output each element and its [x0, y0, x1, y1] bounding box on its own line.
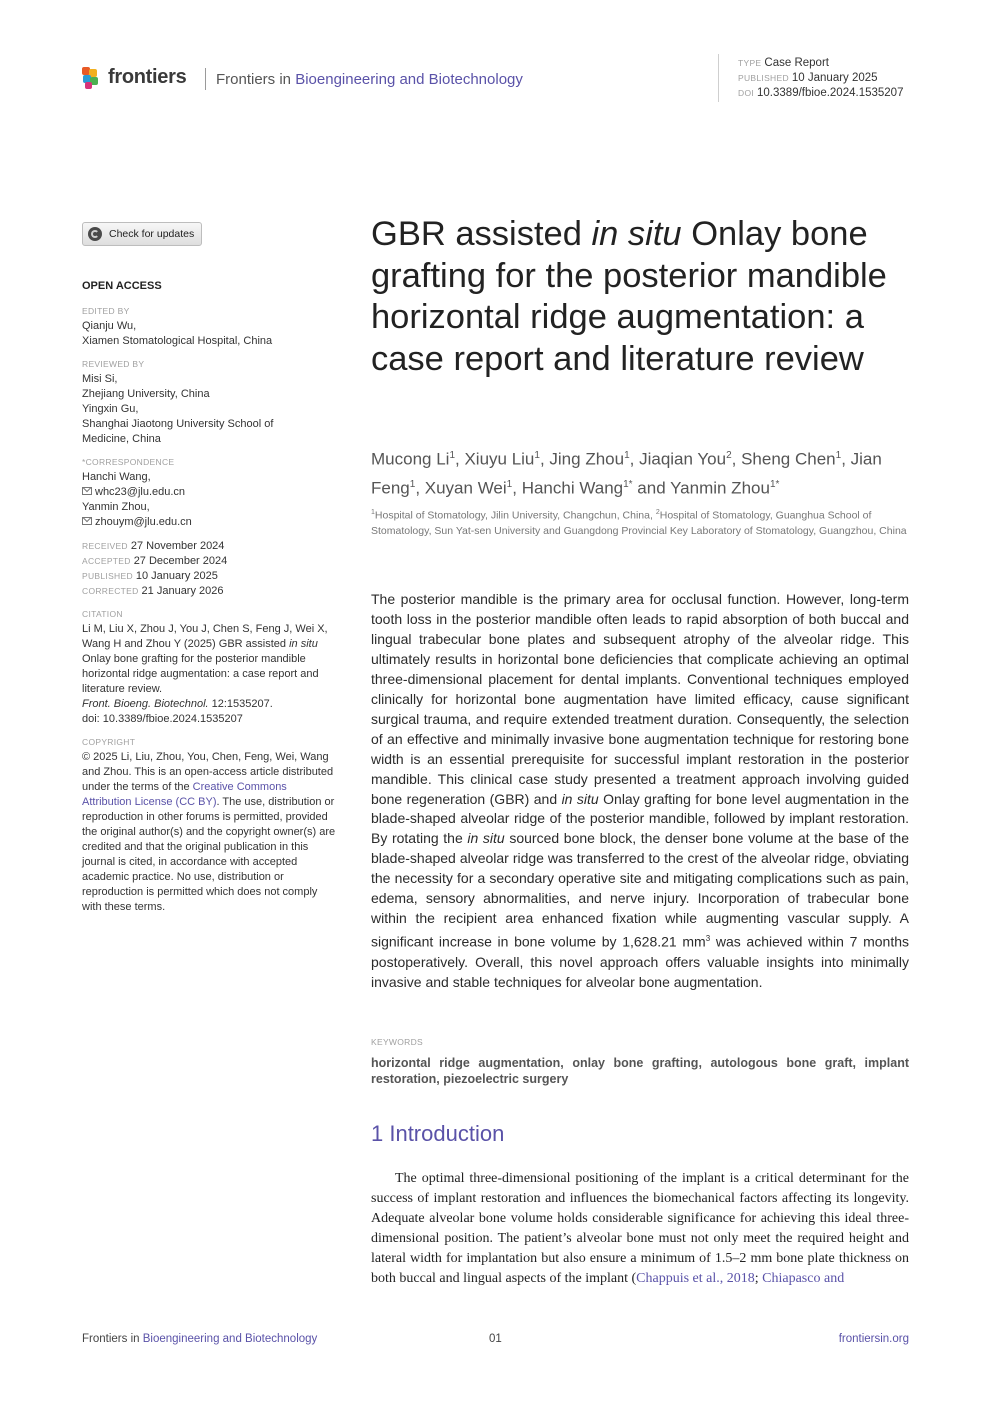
correspondent-2-name: Yanmin Zhou, [82, 501, 150, 513]
reviewer-1-name: Misi Si, [82, 373, 118, 385]
citation-post: Onlay bone grafting for the posterior mandible horizontal ridge augmentation: a case report and literature review. [82, 653, 319, 695]
title-italic: in situ [591, 215, 682, 253]
published-date: 10 January 2025 [135, 570, 218, 582]
author-name[interactable]: Sheng Chen [741, 449, 836, 469]
mail-icon [82, 487, 92, 495]
author-name[interactable]: Jing Zhou [549, 449, 625, 469]
abstract-part-a: The posterior mandible is the primary area for occlusal function. However, long-term tooth loss in the posterior mandible often leads to rapid absorption of both buccal and lingual trabecular bone plates and subsequent atrophy of the alveolar ridge. This ultimately results in horizontal bone deficiencies that complicate achieving an optimal three-dimensional placement for dental implants. Conventional techniques employed clinically for horizontal bone augmentation have limited efficacy, cause significant surgical trauma, and require extended treatment duration. Consequently, the selection of an effective and minimally invasive bone augmentation technique for restoring bone width is an essential prerequisite for successful implant restoration in the posterior mandible. This clinical case study presented a treatment approach involving guided bone regeneration (GBR) and [371, 591, 909, 807]
corrected-date: 21 January 2026 [141, 585, 224, 597]
author-separator: , [455, 449, 465, 469]
reviewer-1-affiliation: Zhejiang University, China [82, 388, 210, 400]
affil-2-sup: 2 [655, 509, 660, 516]
doi-label: DOI [738, 88, 755, 98]
author-name[interactable]: Jian Feng [371, 449, 882, 498]
frontiers-logo[interactable] [82, 66, 186, 89]
article-dates [82, 539, 337, 599]
copyright-label: COPYRIGHT [82, 737, 136, 747]
received-date: 27 November 2024 [130, 540, 225, 552]
citation-doi: doi: 10.3389/fbioe.2024.1535207 [82, 713, 243, 725]
abstract [371, 590, 909, 993]
citation-label: CITATION [82, 609, 123, 619]
page-number: 01 [489, 1333, 502, 1345]
check-for-updates-button[interactable] [82, 222, 202, 246]
author-affiliation-sup: 1* [623, 478, 633, 490]
citation-italic: in situ [289, 638, 318, 650]
author-name[interactable]: Xuyan Wei [424, 478, 507, 498]
type-value: Case Report [764, 57, 829, 69]
author-separator: , [841, 449, 851, 469]
correspondent-1-email[interactable]: whc23@jlu.edu.cn [95, 486, 186, 498]
author-affiliation-sup: 1* [769, 478, 780, 490]
refresh-icon [88, 227, 102, 241]
citation-pre: Li M, Liu X, Zhou J, You J, Chen S, Feng J, Wei X, Wang H and Zhou Y (2025) GBR assisted [82, 623, 328, 650]
author-name[interactable]: Yanmin Zhou [670, 478, 770, 498]
author-affiliation-sup: 2 [726, 450, 732, 461]
footer-journal[interactable] [82, 1333, 317, 1345]
intro-ref-separator: ; [754, 1270, 763, 1286]
author-affiliation-sup: 1 [534, 450, 540, 461]
author-separator: , [539, 449, 550, 469]
abstract-italic-1: in situ [561, 790, 599, 807]
author-affiliation-sup: 1 [624, 450, 630, 461]
editor-affiliation: Xiamen Stomatological Hospital, China [82, 335, 273, 347]
published-label: PUBLISHED [82, 571, 133, 581]
citation-journal: Front. Bioeng. Biotechnol. [82, 698, 209, 710]
author-list [371, 443, 916, 500]
header-divider [205, 68, 206, 90]
author-affiliation-sup: 1 [409, 478, 416, 490]
accepted-date: 27 December 2024 [133, 555, 228, 567]
article-title [371, 214, 931, 380]
corrected-label: CORRECTED [82, 586, 139, 596]
author-separator: , [731, 449, 742, 469]
journal-name-header[interactable] [216, 71, 523, 88]
introduction-paragraph [371, 1169, 909, 1289]
affil-2: Hospital of Stomatology, Guanghua School of Stomatology, Sun Yat-sen University and Guangdong Provincial Key Laboratory of Stomatology, Guangzhou, China [371, 509, 907, 537]
affiliations [371, 505, 916, 539]
author-name[interactable]: Jiaqian You [639, 449, 727, 469]
author-name[interactable]: Xiuyu Liu [464, 449, 535, 469]
reviewer-2-affiliation: Shanghai Jiaotong University School of [82, 418, 274, 430]
mail-icon [82, 517, 92, 525]
intro-text: The optimal three-dimensional positioning of the implant is a critical determinant for the success of implant restoration and influences the biomechanical factors affecting its longevity. Adequate alveolar bone volume holds considerable significance for achieving this ideal three-dimensional position. The patient’s alveolar bone must not only meet the required height and lateral width for implantation but also ensure a minimum of 1.5–2 mm bone plate thickness on both buccal and lingual aspects of the implant ( [371, 1171, 909, 1286]
citation-text [82, 622, 337, 727]
meta-divider [718, 54, 719, 102]
correspondent-1-name: Hanchi Wang, [82, 471, 151, 483]
open-access-label: OPEN ACCESS [82, 280, 162, 292]
correspondent-1-email-row[interactable] [82, 485, 337, 500]
abstract-part-b: Onlay grafting for bone level augmentation in the blade-shaped alveolar ridge of the posterior mandible, followed by implant restoration. By rotating the [371, 790, 909, 847]
copyright-pre: © 2025 Li, Liu, Zhou, You, Chen, Feng, Wei, Wang and Zhou. This is an open-access article distributed under the terms of the [82, 751, 334, 793]
abstract-superscript: 3 [705, 934, 711, 944]
author-separator: , [629, 449, 640, 469]
sidebar-info [82, 279, 337, 915]
author-affiliation-sup: 1 [835, 450, 842, 461]
affil-1-sup: 1 [371, 509, 375, 516]
correspondent-2-email-row[interactable] [82, 515, 337, 530]
copyright-text [82, 750, 337, 915]
abstract-part-c: sourced bone block, the denser bone volume at the base of the blade-shaped alveolar ridge was transferred to the crest of the alveolar ridge, obviating the necessity for a secondary operative site and mitigating complications such as pain, edema, sensory abnormalities, and nerve injury. Incorporation of trabecular bone within the recipient area enhanced fixation while augmenting vascular supply. A significant increase in bone volume by 1,628.21 mm [371, 830, 909, 950]
brand-name: frontiers [108, 66, 187, 88]
published-label: PUBLISHED [738, 73, 789, 83]
footer-journal-name: Bioengineering and Biotechnology [142, 1333, 318, 1345]
abstract-italic-2: in situ [467, 830, 505, 847]
author-name[interactable]: Hanchi Wang [521, 478, 624, 498]
author-separator: , [512, 478, 522, 498]
title-post: Onlay bone grafting for the posterior mandible horizontal ridge augmentation: a case report and literature review [371, 215, 887, 378]
cc-by-license-link[interactable]: Creative Commons Attribution License (CC BY) [82, 781, 287, 808]
doi-value[interactable]: 10.3389/fbioe.2024.1535207 [757, 87, 904, 99]
check-for-updates-label: Check for updates [109, 228, 195, 240]
section-heading-introduction: 1 Introduction [371, 1121, 505, 1146]
reference-link-chiapasco[interactable]: Chiapasco and [762, 1270, 845, 1286]
frontiers-logo-icon [82, 67, 104, 89]
copyright-post: . The use, distribution or reproduction in other forums is permitted, provided the original author(s) and the copyright owner(s) are credited and that the original publication in this journal is cited, in accordance with accepted academic practice. No use, distribution or reproduction is permitted which does not comply with these terms. [82, 796, 336, 913]
published-value: 10 January 2025 [791, 72, 878, 84]
reference-link-chappuis[interactable]: Chappuis et al., 2018 [636, 1270, 755, 1286]
footer-prefix: Frontiers in [82, 1333, 140, 1345]
editor-name: Qianju Wu, [82, 320, 137, 332]
journal-title: Bioengineering and Biotechnology [295, 71, 523, 88]
author-separator: and [632, 478, 671, 498]
accepted-label: ACCEPTED [82, 556, 131, 566]
affil-1: Hospital of Stomatology, Jilin University, Changchun, China, [374, 509, 656, 522]
footer-site-link[interactable]: frontiersin.org [838, 1333, 909, 1345]
correspondence-label: *CORRESPONDENCE [82, 457, 175, 467]
keywords: horizontal ridge augmentation, onlay bone grafting, autologous bone graft, implant restoration, piezoelectric surgery [371, 1056, 909, 1086]
title-pre: GBR assisted [371, 215, 592, 253]
author-affiliation-sup: 1 [506, 478, 513, 490]
author-separator: , [415, 478, 425, 498]
article-meta [738, 56, 903, 101]
citation-volume: 12:1535207. [208, 698, 273, 710]
abstract-part-d: was achieved within 7 months postoperatively. Overall, this novel approach offers valuable insights into minimally invasive and stable techniques for alveolar bone augmentation. [371, 933, 909, 990]
keywords-label: KEYWORDS [371, 1037, 423, 1047]
received-label: RECEIVED [82, 541, 128, 551]
reviewer-2-name: Yingxin Gu, [82, 403, 139, 415]
reviewed-by-label: REVIEWED BY [82, 359, 145, 369]
author-name[interactable]: Mucong Li [371, 449, 450, 469]
reviewer-2-affiliation-cont: Medicine, China [82, 433, 161, 445]
correspondent-2-email[interactable]: zhouym@jlu.edu.cn [95, 516, 192, 528]
type-label: TYPE [738, 58, 762, 68]
author-affiliation-sup: 1 [449, 450, 455, 461]
edited-by-label: EDITED BY [82, 306, 130, 316]
journal-prefix: Frontiers in [216, 71, 292, 88]
